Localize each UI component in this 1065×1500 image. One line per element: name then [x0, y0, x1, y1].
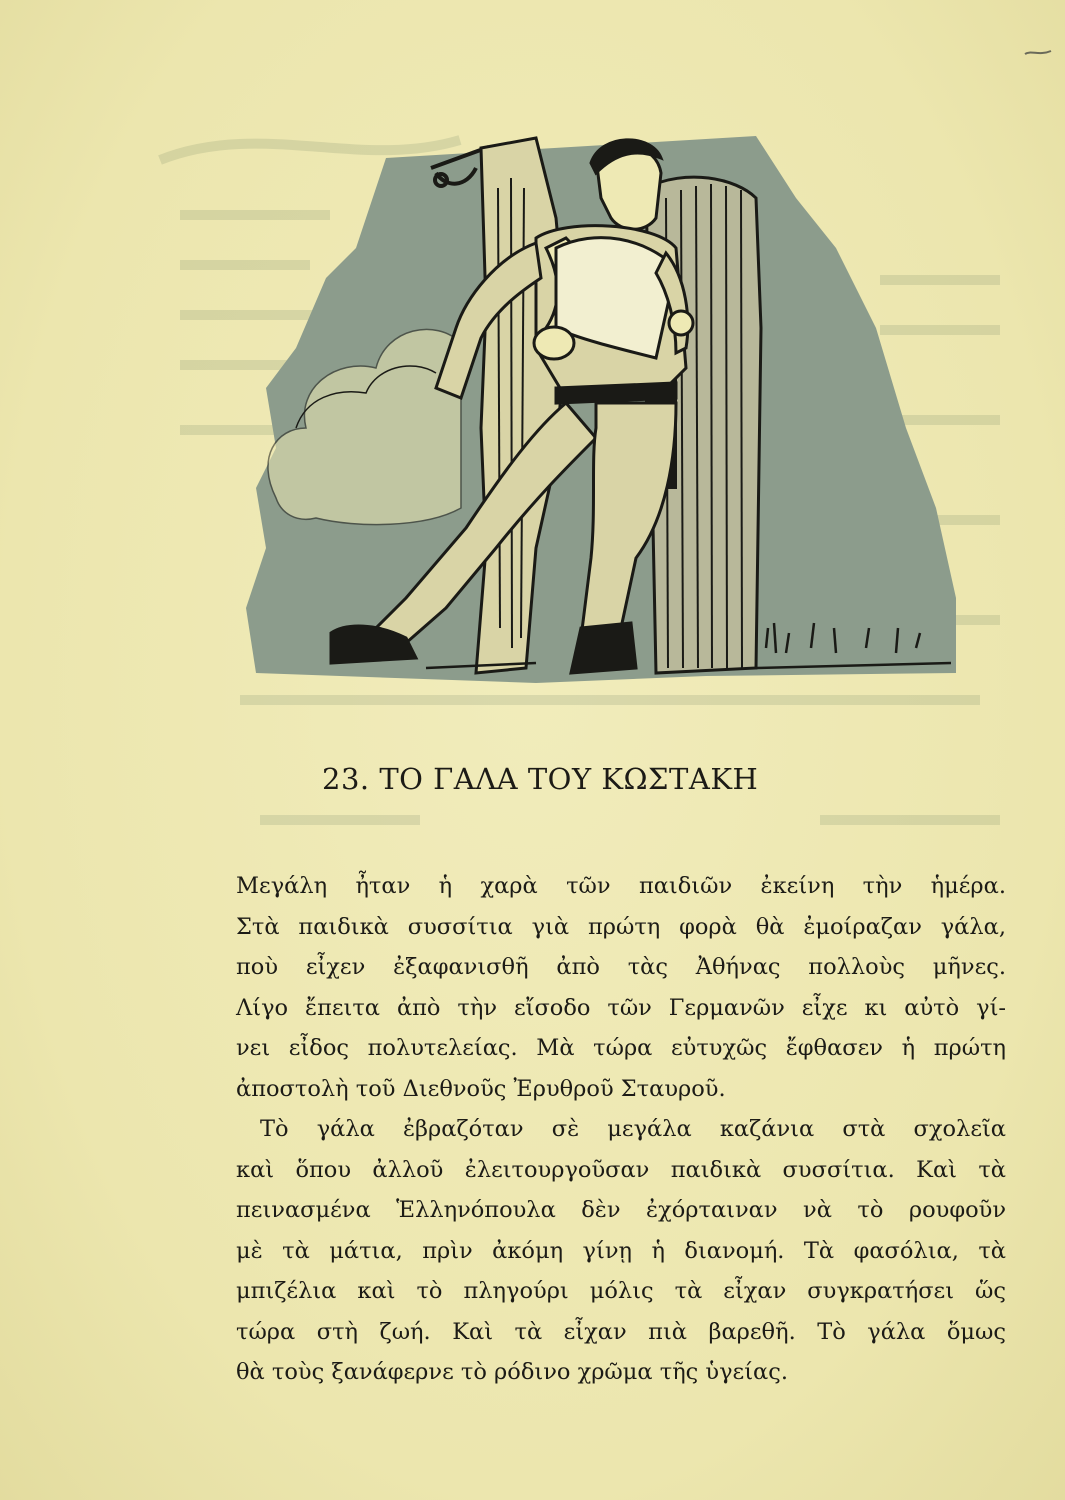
text-line: ἀποστολὴ τοῦ Διεθνοῦς Ἐρυθροῦ Σταυροῦ.	[236, 1075, 726, 1102]
corner-smudge	[1023, 48, 1053, 58]
text-line: Λίγο ἔπειτα ἀπὸ τὴν εἴσοδο τῶν Γερμανῶν εἶχε κι αὐτὸ γί-	[236, 994, 1006, 1021]
text-line: μὲ τὰ μάτια, πρὶν ἀκόμη γίνῃ ἡ διανομή. Τὰ φασόλια, τὰ	[236, 1237, 1006, 1264]
text-line: ποὺ εἶχεν ἐξαφανισθῆ ἀπὸ τὰς Ἀθήνας πολλοὺς μῆνες.	[236, 954, 1006, 980]
text-line: καὶ ὅπου ἀλλοῦ ἐλειτουργοῦσαν παιδικὰ συσσίτια. Καὶ τὰ	[236, 1156, 1006, 1183]
illustration-wounded-soldier	[236, 128, 956, 698]
text-line: Μεγάλη ἦταν ἡ χαρὰ τῶν παιδιῶν ἐκείνη τὴν ἡμέρα.	[236, 873, 1006, 899]
text-line: μπιζέλια καὶ τὸ πληγούρι μόλις τὰ εἶχαν συγκρατήσει ὥς	[236, 1278, 1006, 1304]
paragraph-2	[236, 1109, 1006, 1393]
paragraph-1	[236, 866, 1006, 1109]
chapter-title: 23. ΤΟ ΓΑΛΑ ΤΟΥ ΚΩΣΤΑΚΗ	[322, 762, 759, 796]
text-line: νει εἶδος πολυτελείας. Μὰ τώρα εὐτυχῶς ἔφθασεν ἡ πρώτη	[236, 1035, 1006, 1061]
text-line: Τὸ γάλα ἐβραζόταν σὲ μεγάλα καζάνια στὰ σχολεῖα	[260, 1116, 1006, 1142]
text-line: Στὰ παιδικὰ συσσίτια γιὰ πρώτη φορὰ θὰ ἐμοίραζαν γάλα,	[236, 913, 1006, 940]
text-line: τώρα στὴ ζωή. Καὶ τὰ εἶχαν πιὰ βαρεθῆ. Τὸ γάλα ὅμως	[236, 1318, 1006, 1345]
text-line: θὰ τοὺς ξανάφερνε τὸ ρόδινο χρῶμα τῆς ὑγείας.	[236, 1359, 788, 1385]
text-line: πεινασμένα Ἑλληνόπουλα δὲν ἐχόρταιναν νὰ τὸ ρουφοῦν	[236, 1197, 1006, 1223]
chapter-body	[236, 866, 1006, 1393]
